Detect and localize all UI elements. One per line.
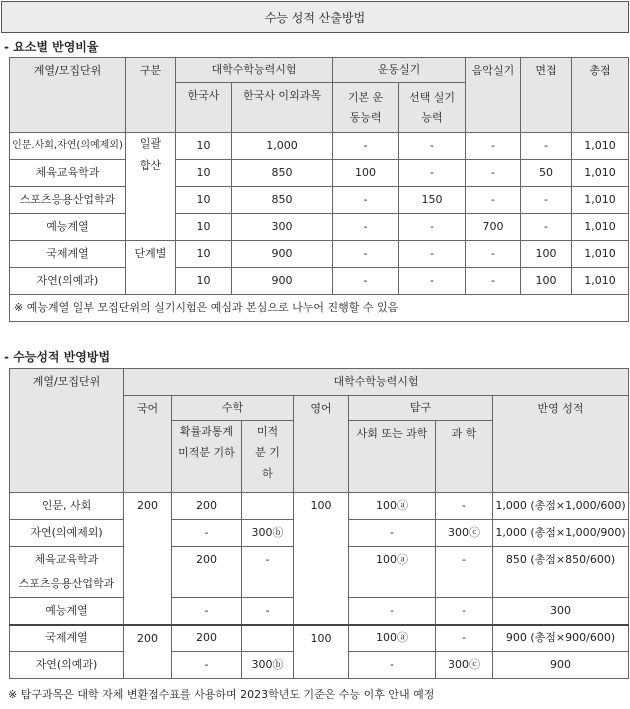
cell-math-a: 200 [172, 547, 242, 598]
cell-elective: 150 [399, 187, 466, 214]
cell-inq-a: - [349, 520, 436, 547]
th-unit: 계열/모집단위 [10, 58, 126, 133]
cell-unit: 자연(의예제외) [10, 520, 124, 547]
cell-unit: 예능계열 [10, 598, 124, 625]
cell-basic: - [333, 133, 399, 160]
cell-korean: 200 [124, 493, 172, 625]
cell-math-a: - [172, 598, 242, 625]
cell-basic: - [333, 268, 399, 295]
th-csat: 대학수학능력시험 [176, 58, 333, 83]
cell-music: - [466, 187, 521, 214]
cell-interview: 50 [521, 160, 572, 187]
th2-inquiry: 탐구 [349, 396, 493, 421]
th2-math-a: 확률과통계 미적분 기하 [172, 421, 242, 493]
cell-elective: - [399, 241, 466, 268]
cell-total: 1,010 [572, 241, 629, 268]
cell-music: 700 [466, 214, 521, 241]
cell-elective: - [399, 268, 466, 295]
cell-unit: 자연(의예과) [10, 268, 126, 295]
section1-heading: - 요소별 반영비율 [4, 40, 99, 54]
cell-other: 300 [232, 214, 333, 241]
cell-music: - [466, 160, 521, 187]
cell-korhist: 10 [176, 214, 232, 241]
th2-english: 영어 [294, 396, 349, 493]
cell-math-a: 200 [172, 625, 242, 652]
cell-math-a: - [172, 652, 242, 679]
cell-other: 1,000 [232, 133, 333, 160]
cell-math-b [242, 625, 294, 652]
th2-unit: 계열/모집단위 [10, 369, 124, 493]
cell-inq-b: - [436, 625, 493, 652]
cell-score: 850 (총점×850/600) [493, 547, 629, 598]
cell-english: 100 [294, 493, 349, 625]
cell-total: 1,010 [572, 187, 629, 214]
th2-korean: 국어 [124, 396, 172, 493]
th-practical: 운동실기 [333, 58, 466, 83]
unit-line-1: 체육교육학과 [34, 553, 99, 566]
th-non-korhist: 한국사 이외과목 [232, 83, 333, 133]
cell-score: 900 (총점×900/600) [493, 625, 629, 652]
cell-korhist: 10 [176, 241, 232, 268]
cell-inq-a: 100ⓐ [349, 493, 436, 520]
cell-unit: 자연(의예과) [10, 652, 124, 679]
th2-math: 수학 [172, 396, 294, 421]
cell-korhist: 10 [176, 187, 232, 214]
th-elective: 선택 실기능력 [399, 83, 466, 133]
cell-unit: 인문, 사회 [10, 493, 124, 520]
section2-heading: - 수능성적 반영방법 [4, 350, 111, 364]
cell-inq-a: - [349, 598, 436, 625]
th2-inq-a: 사회 또는 과학 [349, 421, 436, 493]
ratio-table [9, 57, 629, 322]
cell-inq-a: - [349, 652, 436, 679]
cell-unit: 스포츠응용산업학과 [10, 187, 126, 214]
cell-inq-b: - [436, 598, 493, 625]
cell-unit: 인문.사회,자연(의예제외) [10, 133, 126, 160]
cell-elective: - [399, 133, 466, 160]
cell-total: 1,010 [572, 133, 629, 160]
cell-math-a: 200 [172, 493, 242, 520]
cell-inq-a: 100ⓐ [349, 547, 436, 598]
cell-inq-b: 300ⓒ [436, 652, 493, 679]
cell-inq-b: - [436, 493, 493, 520]
th-interview: 면접 [521, 58, 572, 133]
cell-inq-b: - [436, 547, 493, 598]
cell-unit: 예능계열 [10, 214, 126, 241]
cell-other: 900 [232, 241, 333, 268]
cell-interview: 100 [521, 268, 572, 295]
cell-inq-b: 300ⓒ [436, 520, 493, 547]
cell-total: 1,010 [572, 160, 629, 187]
cell-music: - [466, 241, 521, 268]
cell-korhist: 10 [176, 160, 232, 187]
type-staged: 단계별 [126, 241, 176, 295]
th-basic: 기본 운동능력 [333, 83, 399, 133]
page-title-text: 수능 성적 산출방법 [264, 10, 366, 25]
cell-interview: - [521, 214, 572, 241]
cell-score: 900 [493, 652, 629, 679]
cell-total: 1,010 [572, 214, 629, 241]
cell-korhist: 10 [176, 268, 232, 295]
cell-other: 850 [232, 187, 333, 214]
th-music: 음악실기 [466, 58, 521, 133]
cell-basic: 100 [333, 160, 399, 187]
cell-unit [10, 547, 124, 598]
cell-math-b: - [242, 598, 294, 625]
cell-korean: 200 [124, 625, 172, 679]
cell-score: 300 [493, 598, 629, 625]
cell-math-b: - [242, 547, 294, 598]
cell-math-b: 300ⓑ [242, 652, 294, 679]
unit-line-2: 스포츠응용산업학과 [18, 577, 115, 590]
th-total: 총점 [572, 58, 629, 133]
page-title [1, 1, 629, 33]
csat-table [9, 368, 629, 679]
cell-unit: 국제계열 [10, 625, 124, 652]
cell-elective: - [399, 160, 466, 187]
cell-math-a: - [172, 520, 242, 547]
cell-unit: 국제계열 [10, 241, 126, 268]
cell-interview: - [521, 133, 572, 160]
th2-math-b: 미적분 기하 [242, 421, 294, 493]
cell-total: 1,010 [572, 268, 629, 295]
cell-unit: 체육교육학과 [10, 160, 126, 187]
cell-inq-a: 100ⓐ [349, 625, 436, 652]
csat-note: ※ 탐구과목은 대학 자체 변환점수표를 사용하며 2023학년도 기준은 수능 이후 안내 예정 [8, 688, 435, 701]
cell-basic: - [333, 187, 399, 214]
cell-other: 850 [232, 160, 333, 187]
cell-other: 900 [232, 268, 333, 295]
cell-interview: - [521, 187, 572, 214]
th2-csat: 대학수학능력시험 [124, 369, 629, 396]
type-merged: 일괄 합산 [126, 133, 176, 241]
cell-score: 1,000 (총점×1,000/900) [493, 520, 629, 547]
th2-score: 반영 성적 [493, 396, 629, 493]
cell-korhist: 10 [176, 133, 232, 160]
cell-interview: 100 [521, 241, 572, 268]
th2-inq-b: 과 학 [436, 421, 493, 493]
th-korhist: 한국사 [176, 83, 232, 133]
cell-score: 1,000 (총점×1,000/600) [493, 493, 629, 520]
cell-basic: - [333, 241, 399, 268]
ratio-note: ※ 예능계열 일부 모집단위의 실기시험은 예심과 본심으로 나누어 진행할 수 있음 [10, 295, 629, 322]
cell-math-b: 300ⓑ [242, 520, 294, 547]
cell-math-b [242, 493, 294, 520]
cell-basic: - [333, 214, 399, 241]
cell-elective: - [399, 214, 466, 241]
th-type: 구분 [126, 58, 176, 133]
cell-english: 100 [294, 625, 349, 679]
cell-music: - [466, 133, 521, 160]
cell-music: - [466, 268, 521, 295]
